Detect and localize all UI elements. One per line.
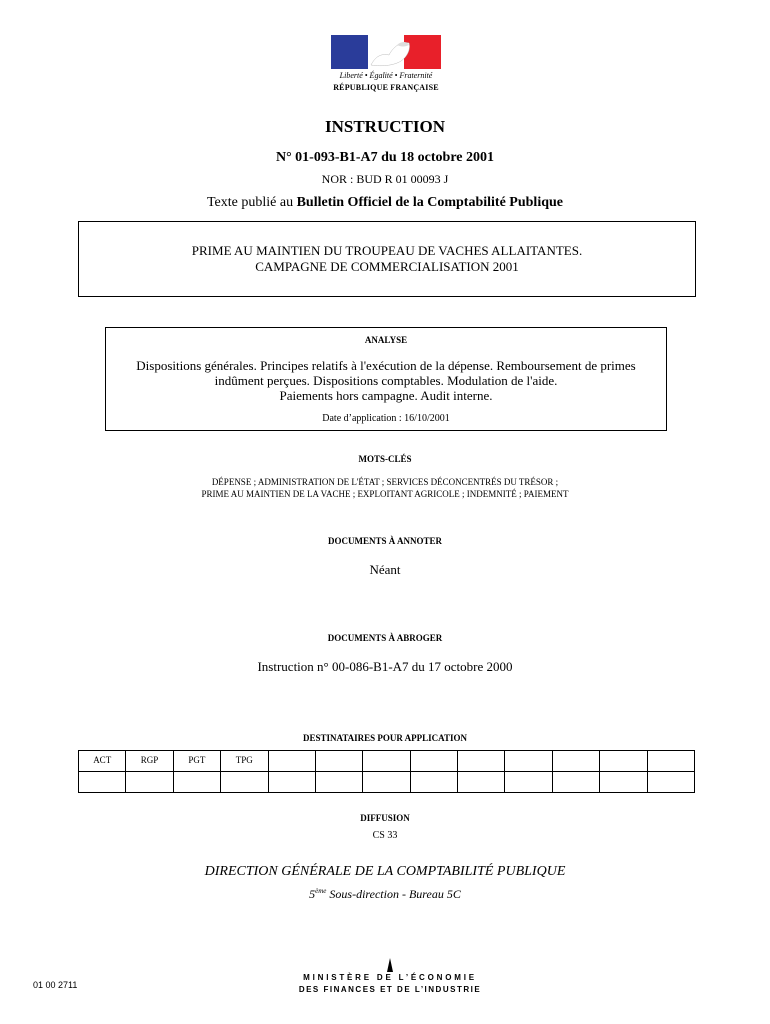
logo-republic-label: RÉPUBLIQUE FRANÇAISE xyxy=(333,83,439,92)
direction-name: DIRECTION GÉNÉRALE DE LA COMPTABILITÉ PUBLIQUE xyxy=(204,864,566,879)
ministry-emblem-icon xyxy=(380,958,400,972)
diffusion-heading: DIFFUSION xyxy=(360,813,410,823)
mots-cles-heading: MOTS-CLÉS xyxy=(358,454,412,464)
table-cell xyxy=(505,772,552,793)
mots-cles-line-1: DÉPENSE ; ADMINISTRATION DE L'ÉTAT ; SERVICES DÉCONCENTRÉS DU TRÉSOR ; xyxy=(211,477,559,487)
bureau-line xyxy=(0,887,770,902)
application-date: Date d’application : 16/10/2001 xyxy=(322,413,450,424)
ministry-line-1: MINISTÈRE DE L’ÉCONOMIE xyxy=(303,973,477,982)
analyse-heading: ANALYSE xyxy=(364,335,408,345)
documents-annoter-value: Néant xyxy=(369,562,401,577)
table-cell xyxy=(552,751,599,772)
logo-motto: Liberté • Égalité • Fraternité xyxy=(339,71,433,80)
instruction-number: N° 01-093-B1-A7 du 18 octobre 2001 xyxy=(275,150,495,165)
table-cell xyxy=(458,751,505,772)
table-cell xyxy=(552,772,599,793)
mots-cles-line-2: PRIME AU MAINTIEN DE LA VACHE ; EXPLOITANT AGRICOLE ; INDEMNITÉ ; PAIEMENT xyxy=(201,489,569,499)
table-cell xyxy=(268,751,315,772)
table-cell xyxy=(600,751,647,772)
table-cell xyxy=(268,772,315,793)
bureau-ordinal: ème xyxy=(315,887,327,895)
analyse-line-2: indûment perçues. Dispositions comptables. Modulation de l'aide. xyxy=(214,373,558,388)
table-cell: TPG xyxy=(221,751,268,772)
table-cell: PGT xyxy=(173,751,220,772)
table-cell xyxy=(410,751,457,772)
marianne-flag-icon xyxy=(331,35,441,69)
republique-francaise-logo xyxy=(331,35,441,97)
documents-abroger-value: Instruction n° 00-086-B1-A7 du 17 octobre 2000 xyxy=(257,659,513,674)
subject-line-2: CAMPAGNE DE COMMERCIALISATION 2001 xyxy=(255,259,519,274)
table-row xyxy=(79,772,695,793)
table-cell xyxy=(315,751,362,772)
table-cell xyxy=(126,772,173,793)
destinataires-table xyxy=(78,750,695,793)
ministry-logo xyxy=(280,958,500,1002)
publication-bulletin: Bulletin Officiel de la Comptabilité Publique xyxy=(296,195,563,210)
bureau-rest: Sous-direction - Bureau 5C xyxy=(326,887,461,901)
destinataires-heading: DESTINATAIRES POUR APPLICATION xyxy=(302,733,468,743)
subject-box xyxy=(78,221,696,297)
bureau-number: 5 xyxy=(309,887,316,901)
documents-abroger-heading: DOCUMENTS À ABROGER xyxy=(327,633,443,643)
subject-line-1: PRIME AU MAINTIEN DU TROUPEAU DE VACHES ALLAITANTES. xyxy=(191,243,583,258)
table-cell xyxy=(79,772,126,793)
table-cell xyxy=(647,751,695,772)
documents-annoter-heading: DOCUMENTS À ANNOTER xyxy=(327,536,442,546)
publication-prefix: Texte publié au xyxy=(206,195,297,210)
nor-reference: NOR : BUD R 01 00093 J xyxy=(321,172,449,186)
diffusion-value: CS 33 xyxy=(372,830,398,841)
table-cell xyxy=(221,772,268,793)
table-cell xyxy=(647,772,695,793)
table-cell xyxy=(505,751,552,772)
table-row xyxy=(79,751,695,772)
table-cell: RGP xyxy=(126,751,173,772)
document-title: INSTRUCTION xyxy=(325,117,445,136)
analyse-line-1: Dispositions générales. Principes relatifs à l'exécution de la dépense. Remboursement de primes xyxy=(136,358,636,373)
analyse-body xyxy=(106,358,666,403)
analyse-line-3: Paiements hors campagne. Audit interne. xyxy=(279,388,493,403)
publication-line xyxy=(0,195,770,211)
table-cell: ACT xyxy=(79,751,126,772)
table-cell xyxy=(363,772,410,793)
table-cell xyxy=(600,772,647,793)
table-cell xyxy=(173,772,220,793)
table-cell xyxy=(363,751,410,772)
analyse-box xyxy=(105,327,667,431)
document-code: 01 00 2711 xyxy=(33,980,78,990)
ministry-line-2: DES FINANCES ET DE L’INDUSTRIE xyxy=(298,985,482,994)
table-cell xyxy=(410,772,457,793)
table-cell xyxy=(458,772,505,793)
table-cell xyxy=(315,772,362,793)
